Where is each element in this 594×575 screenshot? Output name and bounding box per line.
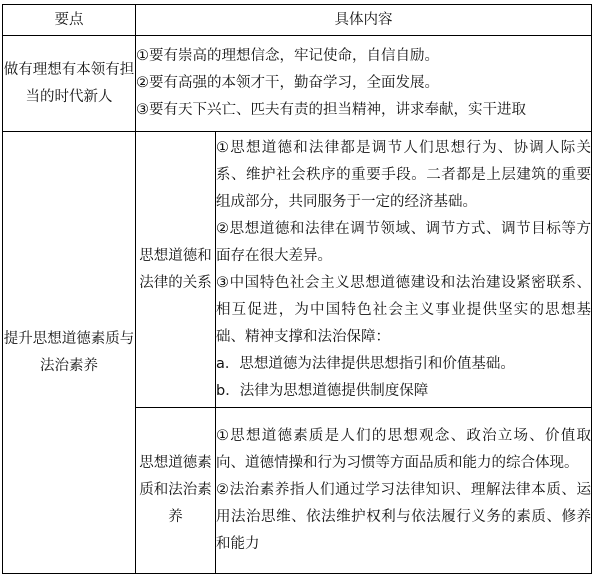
content-line: ②要有高强的本领才干，勤奋学习，全面发展。 [136, 75, 439, 91]
content-line: ③要有天下兴亡、匹夫有责的担当精神，讲求奉献，实干进取 [136, 102, 526, 118]
table-row [3, 36, 592, 132]
key-point-cell: 提升思想道德素质与法治素养 [3, 132, 136, 574]
sub-point-cell: 思想道德素质和法治素养 [136, 408, 216, 574]
sub-point-cell: 思想道德和法律的关系 [136, 132, 216, 408]
table-header-row [3, 5, 592, 36]
content-line: ②思想道德和法律在调节领域、调节方式、调节目标等方面存在很大差异。 [216, 220, 591, 264]
content-line: b．法律为思想道德提供制度保障 [216, 382, 429, 399]
content-line: ③中国特色社会主义思想道德建设和法治建设紧密联系、相互促进，为中国特色社会主义事业提供坚实的思想基础、精神支撑和法治保障： [216, 274, 591, 345]
header-content: 具体内容 [136, 5, 592, 36]
content-cell [216, 408, 592, 574]
knowledge-points-table [2, 4, 592, 574]
content-cell [136, 36, 592, 132]
key-point-cell: 做有理想有本领有担当的时代新人 [3, 36, 136, 132]
header-key-point: 要点 [3, 5, 136, 36]
content-line: ①思想道德素质是人们的思想观念、政治立场、价值取向、道德情操和行为习惯等方面品质和能力的综合体现。 [216, 428, 591, 471]
content-line: ②法治素养指人们通过学习法律知识、理解法律本质、运用法治思维、依法维护权利与依法履行义务的素质、修养和能力 [216, 482, 591, 552]
content-line: a．思想道德为法律提供思想指引和价值基础。 [216, 355, 515, 372]
table-row [3, 132, 592, 408]
content-line: ①思想道德和法律都是调节人们思想行为、协调人际关系、维护社会秩序的重要手段。二者都是上层建筑的重要组成部分，共同服务于一定的经济基础。 [216, 139, 591, 210]
content-line: ①要有崇高的理想信念，牢记使命，自信自励。 [136, 48, 439, 64]
content-cell [216, 132, 592, 408]
